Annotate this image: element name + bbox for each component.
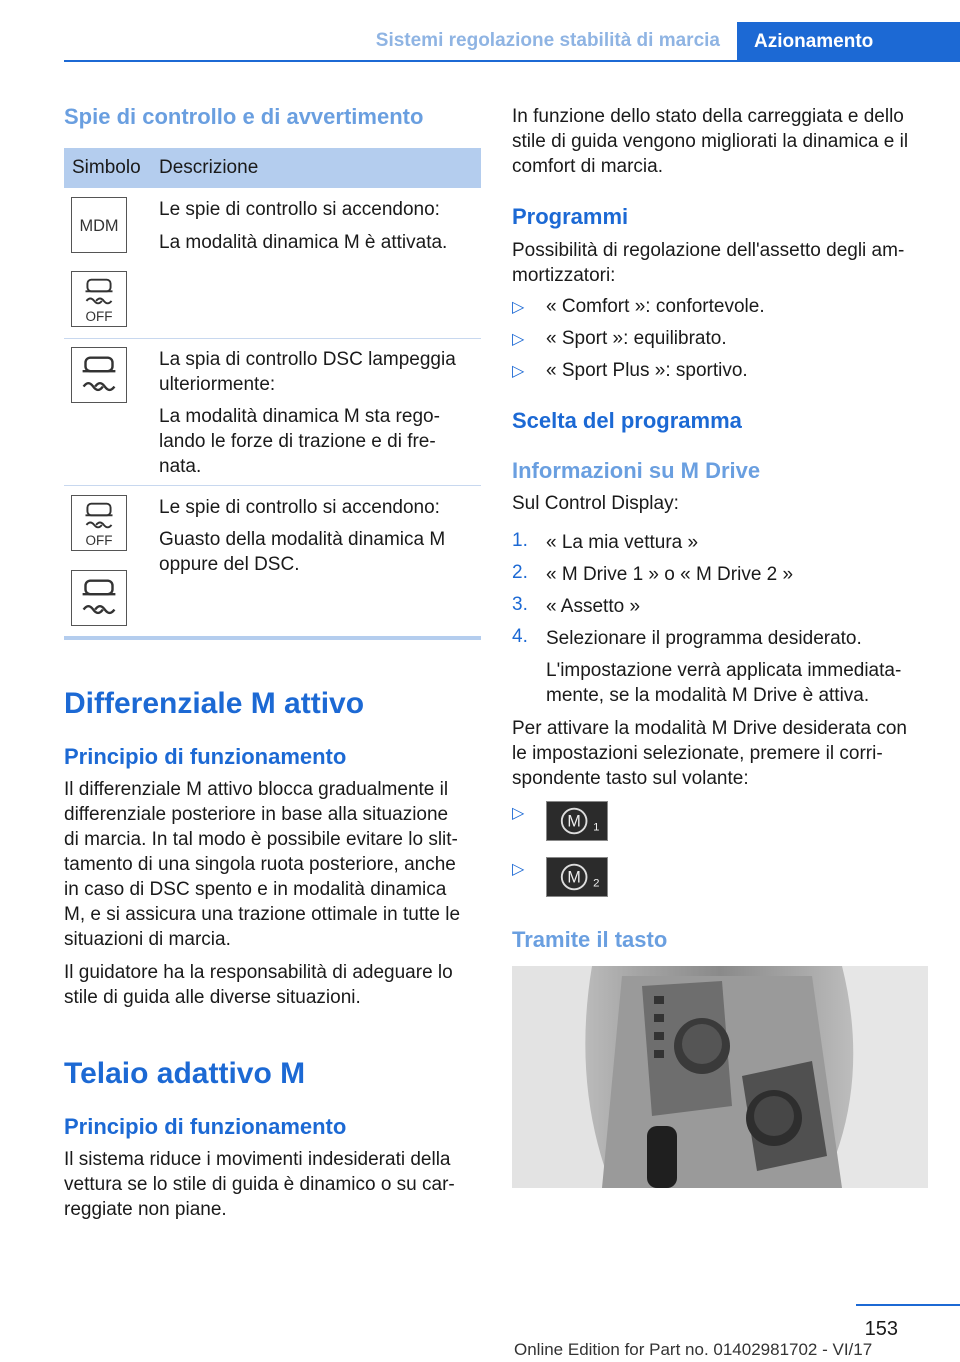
scelta-title: Scelta del programma (512, 408, 742, 433)
header-section-title: Sistemi regolazione stabilità di marcia (375, 30, 720, 51)
svg-text:OFF: OFF (85, 309, 113, 325)
step-text: « La mia vettura » (546, 532, 699, 553)
programmi-title: Programmi (512, 204, 629, 229)
page-number: 153 (864, 1318, 898, 1340)
diff-paragraph-1: Il differenziale M attivo blocca gradualmente il differenziale posteriore in base alla situazione di marcia. In tal modo è possibile evitare lo slit- tamento di una singola ruota posteriore, anche in caso di DSC spento e in modalità dinamica M, e si assicura una trazione ottimale in tutte le situazioni di marcia. (64, 779, 461, 950)
svg-text:1: 1 (593, 821, 600, 834)
mdm-icon (71, 197, 127, 253)
diff-paragraph-2: Il guidatore ha la responsabilità di adeguare lo stile di guida alle diverse situazioni. (64, 962, 453, 1008)
step-text: « M Drive 1 » o « M Drive 2 » (546, 564, 794, 585)
center-console-photo (512, 966, 928, 1188)
telaio-paragraph: Il sistema riduce i movimenti indesiderati della vettura se lo stile di guida è dinamico o su car- reggiate non piane. (64, 1149, 455, 1220)
header-rule (64, 60, 960, 62)
header-chapter-tab: Azionamento (737, 22, 960, 62)
programmi-item-sport-plus: « Sport Plus »: sportivo. (546, 360, 748, 381)
step-number: 1. (512, 530, 528, 551)
svg-text:M: M (567, 812, 581, 831)
programmi-paragraph: Possibilità di regolazione dell'assetto degli am- mortizzatori: (512, 240, 905, 286)
info-title: Informazioni su M Drive (512, 458, 761, 483)
row-separator (64, 338, 481, 339)
m1-button-icon (546, 801, 608, 841)
programmi-item-sport: « Sport »: equilibrato. (546, 328, 727, 349)
intro-paragraph: In funzione dello stato della carreggiata e dello stile di guida vengono migliorati la dinamica e il comfort di marcia. (512, 106, 909, 177)
bullet-triangle-icon: ▷ (512, 299, 525, 316)
row2-line1: La spia di controllo DSC lampeggia ulteriormente: (159, 349, 456, 395)
dsc-icon (71, 570, 127, 626)
diff-title: Differenziale M attivo (64, 687, 365, 720)
step-number: 3. (512, 594, 528, 615)
table-header-description: Descrizione (159, 157, 259, 178)
row2-line2: La modalità dinamica M sta rego-lando le forze di trazione e di fre-nata. (159, 406, 440, 477)
attivare-paragraph: Per attivare la modalità M Drive desiderata con le impostazioni selezionate, premere il corri- spondente tasto sul volante: (512, 718, 907, 789)
telaio-title: Telaio adattivo M (64, 1057, 306, 1090)
step-number: 2. (512, 562, 528, 583)
svg-text:OFF: OFF (85, 533, 113, 549)
dsc-icon (71, 347, 127, 403)
table-header-symbol: Simbolo (72, 157, 141, 178)
step4-note: L'impostazione verrà applicata immediata- mente, se la modalità M Drive è attiva. (546, 660, 902, 706)
mdm-label: MDM (79, 216, 119, 235)
row1-line1: Le spie di controllo si accendono: (159, 199, 440, 220)
dsc-off-icon (71, 495, 127, 551)
bullet-triangle-icon: ▷ (512, 363, 525, 380)
telaio-subtitle: Principio di funzionamento (64, 1114, 347, 1139)
step-text: « Assetto » (546, 596, 641, 617)
diff-subtitle: Principio di funzionamento (64, 744, 347, 769)
dsc-off-icon (71, 271, 127, 327)
table-bottom-rule (64, 636, 481, 640)
m2-button-icon (546, 857, 608, 897)
tramite-title: Tramite il tasto (512, 927, 668, 952)
table-title: Spie di controllo e di avvertimento (64, 104, 424, 129)
bullet-triangle-icon: ▷ (512, 861, 525, 878)
programmi-item-comfort: « Comfort »: confortevole. (546, 296, 765, 317)
row-separator (64, 485, 481, 486)
row3-line2: Guasto della modalità dinamica M oppure del DSC. (159, 529, 446, 575)
row3-line1: Le spie di controllo si accendono: (159, 497, 440, 518)
row1-line2: La modalità dinamica M è attivata. (159, 232, 448, 253)
bullet-triangle-icon: ▷ (512, 331, 525, 348)
info-paragraph: Sul Control Display: (512, 493, 679, 514)
footer-edition: Online Edition for Part no. 01402981702 - VI/17 (514, 1340, 873, 1359)
footer-rule (856, 1304, 960, 1306)
step-number: 4. (512, 626, 528, 647)
svg-text:M: M (567, 868, 581, 887)
table-header (64, 148, 481, 188)
svg-text:2: 2 (593, 877, 600, 890)
step-text: Selezionare il programma desiderato. (546, 628, 862, 649)
bullet-triangle-icon: ▷ (512, 805, 525, 822)
